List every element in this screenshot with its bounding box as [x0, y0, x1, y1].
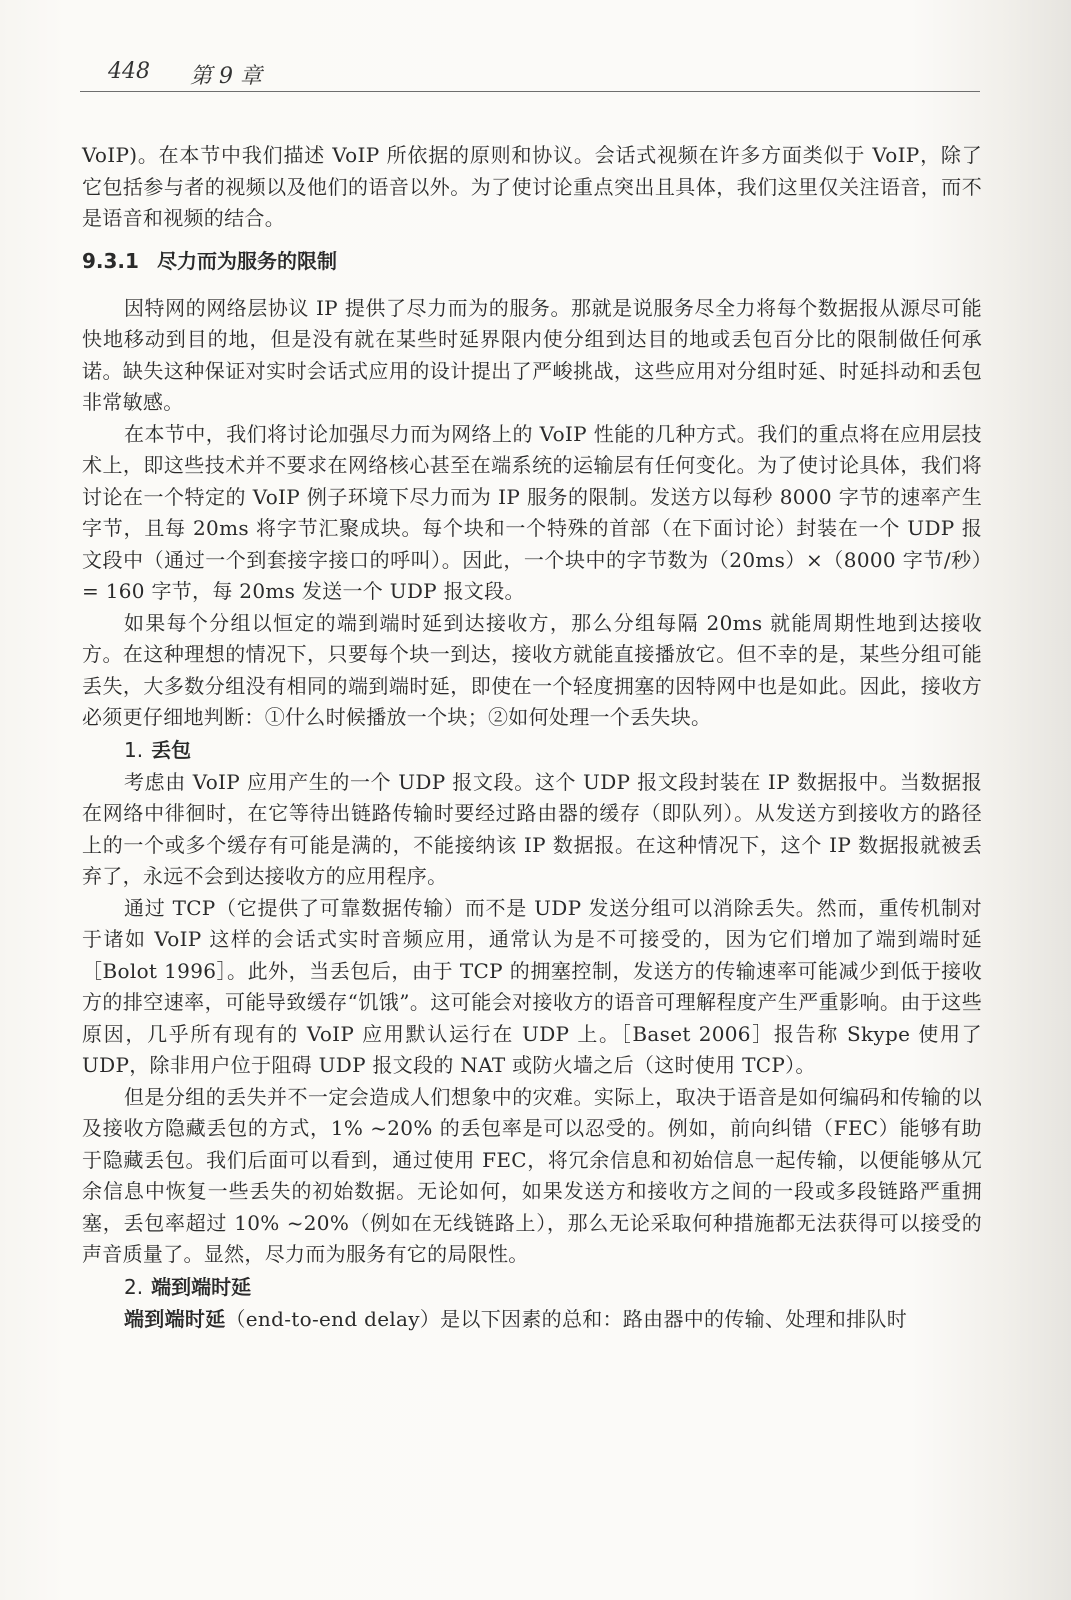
paragraph-udp-segment: 考虑由 VoIP 应用产生的一个 UDP 报文段。这个 UDP 报文段封装在 IP 数据报中。当数据报在网络中徘徊时，在它等待出链路传输时要经过路由器的缓存（即队列）。从发送方到接收方的路径上的一个或多个缓存有可能是满的，不能接纳该 IP 数据报。在这种情况下，这个 IP 数据报就被丢弃了，永远不会到达接收方的应用程序。: [82, 769, 982, 888]
body-text: [82, 140, 982, 1335]
paragraph-best-effort: 因特网的网络层协议 IP 提供了尽力而为的服务。那就是说服务尽全力将每个数据报从源尽可能快地移动到目的地，但是没有就在某些时延界限内使分组到达目的地或丢包百分比的限制做任何承诺。缺失这种保证对实时会话式应用的设计提出了严峻挑战，这些应用对分组时延、时延抖动和丢包非常敏感。: [82, 295, 982, 414]
paragraph-end-to-end-delay-text: （end-to-end delay）是以下因素的总和：路由器中的传输、处理和排队时: [225, 1306, 908, 1331]
subsection-title: 丢包: [151, 737, 192, 762]
page-number: 448: [108, 59, 150, 84]
subsection-heading-packet-loss: [82, 734, 982, 767]
subsection-title: 端到端时延: [151, 1274, 252, 1299]
subsection-number: 1.: [124, 737, 144, 762]
term-end-to-end-delay: 端到端时延: [124, 1306, 226, 1331]
subsection-number: 2.: [124, 1274, 144, 1299]
running-header: [80, 55, 980, 92]
paragraph-intro-continued: VoIP)。在本节中我们描述 VoIP 所依据的原则和协议。会话式视频在许多方面类似于 VoIP，除了它包括参与者的视频以及他们的语音以外。为了使讨论重点突出且具体，我们这里仅关注语音，而不是语音和视频的结合。: [82, 143, 982, 230]
subsection-heading-end-to-end-delay: [82, 1271, 982, 1304]
section-title: 尽力而为服务的限制: [156, 248, 337, 273]
paragraph-loss-tolerance: 但是分组的丢失并不一定会造成人们想象中的灾难。实际上，取决于语音是如何编码和传输的以及接收方隐藏丢包的方式，1% ~20% 的丢包率是可以忍受的。例如，前向纠错（FEC）能够有助于隐藏丢包。我们后面可以看到，通过使用 FEC，将冗余信息和初始信息一起传输，以便能够从冗余信息中恢复一些丢失的初始数据。无论如何，如果发送方和接收方之间的一段或多段链路严重拥塞，丢包率超过 10% ~20%（例如在无线链路上），那么无论采取何种措施都无法获得可以接受的声音质量了。显然，尽力而为服务有它的局限性。: [82, 1084, 982, 1266]
paragraph-voip-example: 在本节中，我们将讨论加强尽力而为网络上的 VoIP 性能的几种方式。我们的重点将在应用层技术上，即这些技术并不要求在网络核心甚至在端系统的运输层有任何变化。为了使讨论具体，我们将讨论在一个特定的 VoIP 例子环境下尽力而为 IP 服务的限制。发送方以每秒 8000 字节的速率产生字节，且每 20ms 将字节汇聚成块。每个块和一个特殊的首部（在下面讨论）封装在一个 UDP 报文段中（通过一个到套接字接口的呼叫）。因此，一个块中的字节数为（20ms）×（8000 字节/秒）= 160 字节，每 20ms 发送一个 UDP 报文段。: [82, 421, 982, 603]
chapter-label: 第 9 章: [190, 64, 262, 89]
paragraph-end-to-end-delay: [82, 1304, 982, 1336]
section-number: 9.3.1: [82, 248, 139, 273]
paragraph-tcp-retransmission: 通过 TCP（它提供了可靠数据传输）而不是 UDP 发送分组可以消除丢失。然而，重传机制对于诸如 VoIP 这样的会话式实时音频应用，通常认为是不可接受的，因为它们增加了端到端时延［Bolot 1996］。此外，当丢包后，由于 TCP 的拥塞控制，发送方的传输速率可能减少到低于接收方的排空速率，可能导致缓存“饥饿”。这可能会对接收方的语音可理解程度产生严重影响。由于这些原因，几乎所有现有的 VoIP 应用默认运行在 UDP 上。［Baset 2006］报告称 Skype 使用了 UDP，除非用户位于阻碍 UDP 报文段的 NAT 或防火墙之后（这时使用 TCP）。: [82, 895, 982, 1077]
section-heading: [82, 247, 982, 275]
paragraph-constant-delay: 如果每个分组以恒定的端到端时延到达接收方，那么分组每隔 20ms 就能周期性地到达接收方。在这种理想的情况下，只要每个块一到达，接收方就能直接播放它。但不幸的是，某些分组可能丢失，大多数分组没有相同的端到端时延，即使在一个轻度拥塞的因特网中也是如此。因此，接收方必须更仔细地判断：①什么时候播放一个块；②如何处理一个丢失块。: [82, 610, 982, 729]
